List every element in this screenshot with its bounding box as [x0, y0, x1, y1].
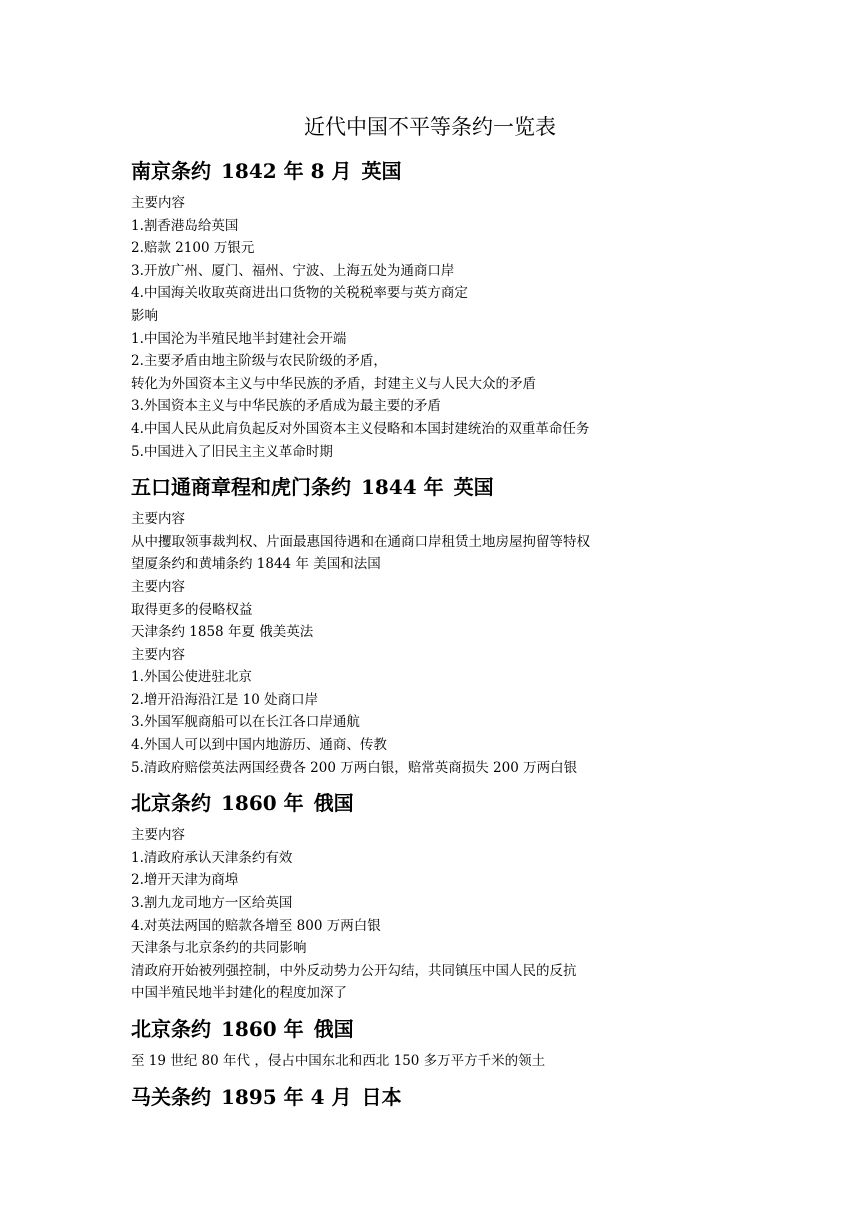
text-line: 2.赔款 2100 万银元	[131, 240, 255, 257]
treaty-country: 日本	[361, 1084, 402, 1109]
section-body-nanjing	[131, 192, 771, 463]
text-line: 5.中国进入了旧民主主义革命时期	[131, 443, 333, 460]
treaty-country: 英国	[453, 475, 494, 500]
section-body-beijing	[131, 824, 771, 1005]
text-line: 影响	[131, 307, 158, 324]
text-line: 3.外国军舰商船可以在长江各口岸通航	[131, 714, 360, 731]
text-line: 主要内容	[131, 646, 185, 663]
text-line: 2.增开沿海沿江是 10 处商口岸	[131, 691, 319, 708]
text-line: 天津条与北京条约的共同影响	[131, 940, 307, 957]
text-line: 4.中国人民从此肩负起反对外国资本主义侵略和本国封建统治的双重革命任务	[131, 420, 590, 437]
text-line: 5.清政府赔偿英法两国经费各 200 万两白银，赔常英商损失 200 万两白银	[131, 759, 578, 776]
treaty-name: 北京条约	[131, 791, 211, 816]
text-line: 4.外国人可以到中国内地游历、通商、传教	[131, 737, 387, 754]
text-line: 主要内容	[131, 578, 185, 595]
text-line: 2.主要矛盾由地主阶级与农民阶级的矛盾，	[131, 353, 387, 370]
document-content	[131, 112, 771, 1118]
text-line: 4.中国海关收取英商进出口货物的关税税率要与英方商定	[131, 285, 468, 302]
section-body-wukou-humen	[131, 508, 771, 779]
text-line: 中国半殖民地半封建化的程度加深了	[131, 985, 347, 1002]
text-line: 从中攫取领事裁判权、片面最惠国待遇和在通商口岸租赁土地房屋拘留等特权	[131, 533, 590, 550]
text-line: 4.对英法两国的赔款各增至 800 万两白银	[131, 917, 381, 934]
text-line: 3.割九龙司地方一区给英国	[131, 895, 293, 912]
section-heading-beijing	[131, 788, 771, 818]
text-line: 3.开放广州、厦门、福州、宁波、上海五处为通商口岸	[131, 262, 455, 279]
text-line: 清政府开始被列强控制，中外反动势力公开勾结，共同镇压中国人民的反抗	[131, 962, 577, 979]
treaty-date: 1844 年	[361, 475, 444, 500]
document-title: 近代中国不平等条约一览表	[304, 115, 556, 139]
text-line: 1.割香港岛给英国	[131, 217, 239, 234]
text-line: 1.清政府承认天津条约有效	[131, 849, 293, 866]
treaty-country: 英国	[361, 159, 402, 183]
treaty-date: 1895 年 4 月	[221, 1084, 352, 1109]
section-heading-wukou-humen	[131, 472, 771, 502]
treaty-country: 俄国	[313, 1017, 354, 1041]
section-heading-beijing-russia	[131, 1014, 771, 1044]
treaty-date: 1860 年	[221, 791, 304, 816]
text-line: 3.外国资本主义与中华民族的矛盾成为最主要的矛盾	[131, 398, 441, 415]
section-heading-nanjing	[131, 156, 771, 186]
text-line: 1.外国公使进驻北京	[131, 669, 252, 686]
text-line: 取得更多的侵略权益	[131, 601, 253, 618]
text-line: 主要内容	[131, 195, 185, 211]
treaty-name: 北京条约	[131, 1017, 211, 1041]
section-heading-maguan	[131, 1082, 771, 1112]
text-line: 望厦条约和黄埔条约 1844 年 美国和法国	[131, 556, 381, 573]
text-line: 2.增开天津为商埠	[131, 872, 239, 889]
text-line: 主要内容	[131, 511, 185, 528]
treaty-date: 1842 年 8 月	[221, 159, 352, 183]
text-line: 至 19 世纪 80 年代 ，侵占中国东北和西北 150 多万平方千米的领土	[131, 1053, 546, 1069]
text-line: 1.中国沦为半殖民地半封建社会开端	[131, 330, 347, 347]
treaty-name: 南京条约	[131, 159, 211, 183]
text-line: 天津条约 1858 年夏 俄美英法	[131, 624, 314, 641]
section-body-beijing-russia	[131, 1050, 771, 1073]
treaty-name: 五口通商章程和虎门条约	[131, 475, 351, 500]
treaty-name: 马关条约	[131, 1084, 211, 1109]
treaty-date: 1860 年	[221, 1017, 304, 1041]
text-line: 转化为外国资本主义与中华民族的矛盾，封建主义与人民大众的矛盾	[131, 375, 536, 392]
text-line: 主要内容	[131, 827, 185, 844]
treaty-country: 俄国	[313, 791, 354, 816]
